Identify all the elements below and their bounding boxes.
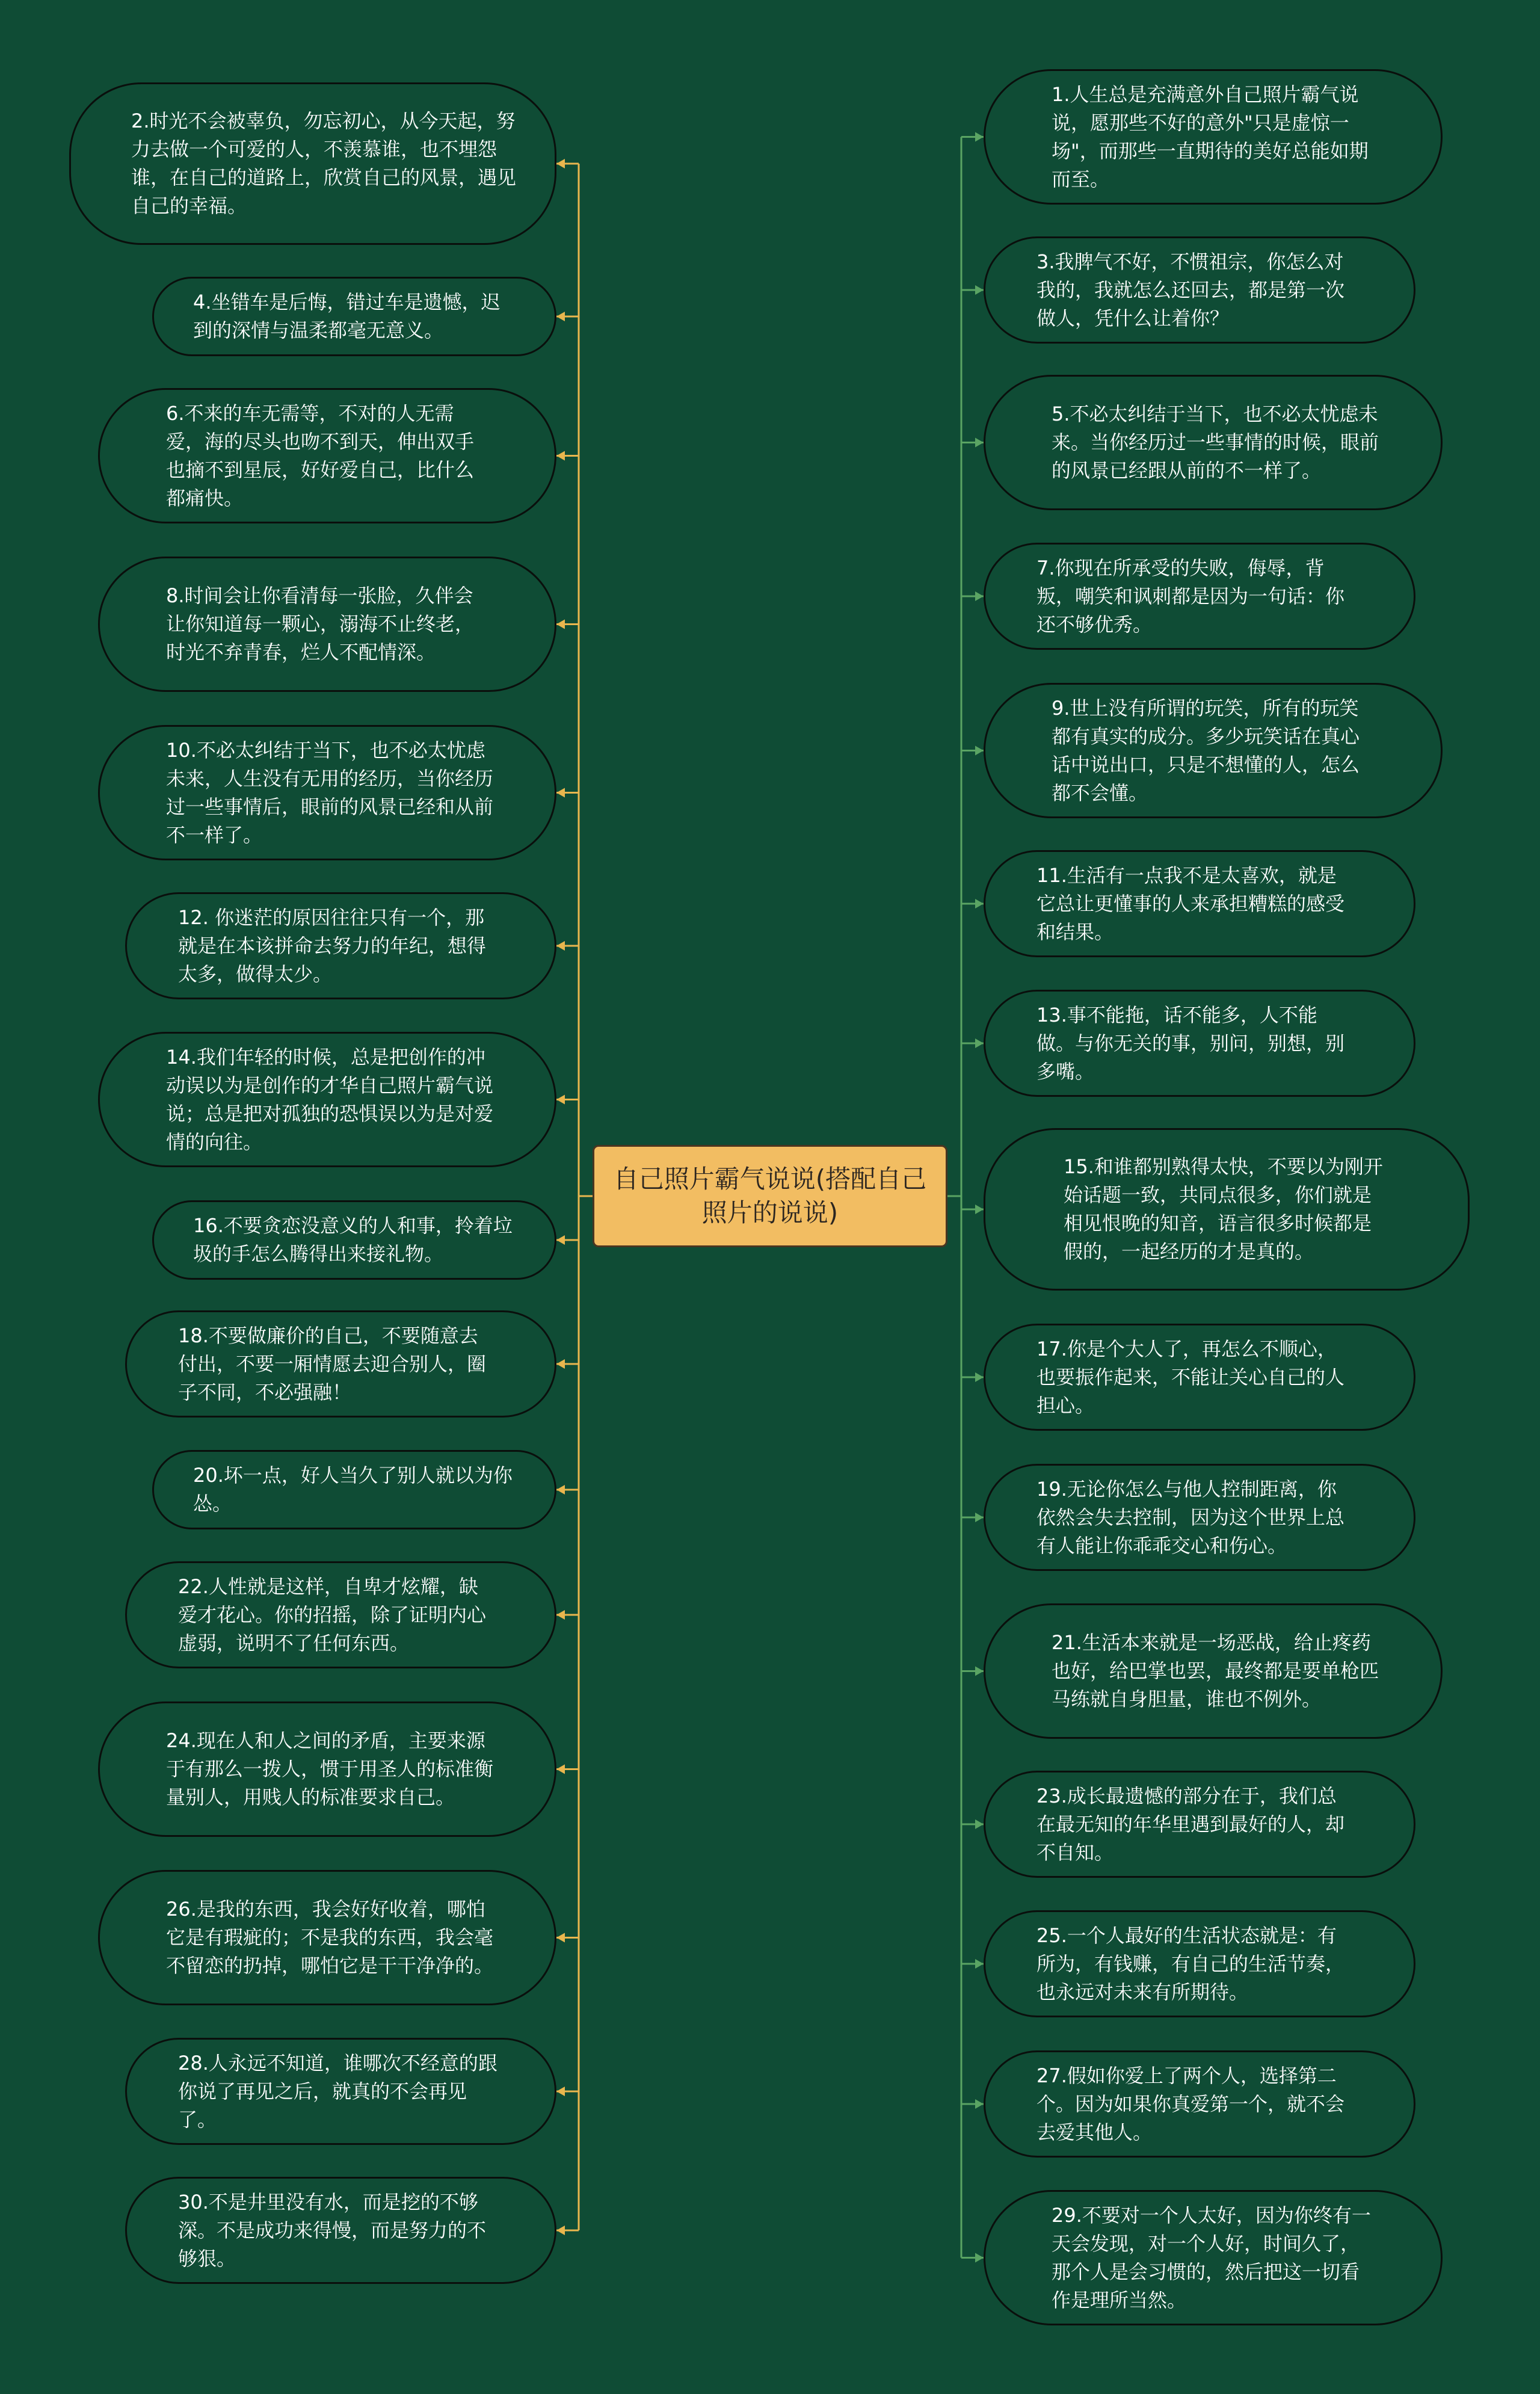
- left-connector-arrow: [556, 312, 565, 321]
- left-node-16[interactable]: 16.不要贪恋没意义的人和事，拎着垃圾的手怎么腾得出来接礼物。: [152, 1200, 556, 1280]
- right-connector-arrow: [975, 2253, 984, 2263]
- left-connector-arrow: [556, 2226, 565, 2235]
- left-node-28[interactable]: 28.人永远不知道，谁哪次不经意的跟你说了再见之后，就真的不会再见了。: [125, 2038, 556, 2145]
- right-node-13[interactable]: 13.事不能拖，话不能多，人不能做。与你无关的事，别问，别想，别多嘴。: [984, 990, 1415, 1097]
- left-connector-arrow: [556, 1765, 565, 1774]
- right-connector-arrow: [975, 746, 984, 756]
- left-connector-arrow: [556, 1610, 565, 1620]
- left-connector-arrow: [556, 2087, 565, 2096]
- left-node-6[interactable]: 6.不来的车无需等，不对的人无需爱，海的尽头也吻不到天，伸出双手也摘不到星辰，好好爱自己，比什么都痛快。: [98, 388, 556, 523]
- right-connector-arrow: [975, 132, 984, 142]
- right-connector-arrow: [975, 1205, 984, 1214]
- left-connector-arrow: [556, 1933, 565, 1943]
- right-connector-arrow: [975, 1819, 984, 1829]
- right-connector-arrow: [975, 438, 984, 448]
- right-node-29[interactable]: 29.不要对一个人太好，因为你终有一天会发现，对一个人好，时间久了，那个人是会习惯的，然后把这一切看作是理所当然。: [984, 2190, 1443, 2325]
- right-node-1[interactable]: 1.人生总是充满意外自己照片霸气说说，愿那些不好的意外"只是虚惊一场"，而那些一直期待的美好总能如期而至。: [984, 69, 1443, 205]
- left-node-18[interactable]: 18.不要做廉价的自己，不要随意去付出，不要一厢情愿去迎合别人，圈子不同，不必强融！: [125, 1310, 556, 1418]
- left-connector-arrow: [556, 1235, 565, 1245]
- left-connector-arrow: [556, 620, 565, 629]
- right-node-7[interactable]: 7.你现在所承受的失败，侮辱，背叛，嘲笑和讽刺都是因为一句话：你还不够优秀。: [984, 543, 1415, 650]
- right-node-27[interactable]: 27.假如你爱上了两个人，选择第二个。因为如果你真爱第一个，就不会去爱其他人。: [984, 2050, 1415, 2158]
- left-node-4[interactable]: 4.坐错车是后悔，错过车是遗憾，迟到的深情与温柔都毫无意义。: [152, 277, 556, 356]
- left-connector-arrow: [556, 1095, 565, 1105]
- right-connector-arrow: [975, 1959, 984, 1969]
- left-connector-arrow: [556, 1359, 565, 1369]
- right-node-11[interactable]: 11.生活有一点我不是太喜欢，就是它总让更懂事的人来承担糟糕的感受和结果。: [984, 850, 1415, 957]
- left-node-22[interactable]: 22.人性就是这样，自卑才炫耀，缺爱才花心。你的招摇，除了证明内心虚弱，说明不了任何东西。: [125, 1561, 556, 1668]
- right-connector-arrow: [975, 1038, 984, 1048]
- left-node-26[interactable]: 26.是我的东西，我会好好收着，哪怕它是有瑕疵的；不是我的东西，我会毫不留恋的扔掉，哪怕它是干干净净的。: [98, 1870, 556, 2005]
- right-connector-arrow: [975, 1372, 984, 1382]
- right-node-9[interactable]: 9.世上没有所谓的玩笑，所有的玩笑都有真实的成分。多少玩笑话在真心话中说出口，只是不想懂的人，怎么都不会懂。: [984, 683, 1443, 818]
- right-node-5[interactable]: 5.不必太纠结于当下，也不必太忧虑未来。当你经历过一些事情的时候，眼前的风景已经跟从前的不一样了。: [984, 375, 1443, 510]
- right-node-25[interactable]: 25.一个人最好的生活状态就是：有所为，有钱赚，有自己的生活节奏，也永远对未来有所期待。: [984, 1910, 1415, 2017]
- left-connector-arrow: [556, 1485, 565, 1495]
- right-node-15[interactable]: 15.和谁都别熟得太快，不要以为刚开始话题一致，共同点很多，你们就是相见恨晚的知音，语言很多时候都是假的，一起经历的才是真的。: [984, 1128, 1470, 1291]
- right-connector-arrow: [975, 591, 984, 601]
- right-connector-arrow: [975, 1667, 984, 1676]
- right-node-3[interactable]: 3.我脾气不好，不惯祖宗，你怎么对我的，我就怎么还回去，都是第一次做人，凭什么让着你？: [984, 236, 1415, 344]
- left-node-12[interactable]: 12. 你迷茫的原因往往只有一个，那就是在本该拼命去努力的年纪，想得太多，做得太少。: [125, 892, 556, 999]
- left-node-8[interactable]: 8.时间会让你看清每一张脸，久伴会让你知道每一颗心，溺海不止终老，时光不弃青春，烂人不配情深。: [98, 557, 556, 692]
- right-node-21[interactable]: 21.生活本来就是一场恶战，给止疼药也好，给巴掌也罢，最终都是要单枪匹马练就自身胆量，谁也不例外。: [984, 1603, 1443, 1739]
- left-node-24[interactable]: 24.现在人和人之间的矛盾，主要来源于有那么一拨人，惯于用圣人的标准衡量别人，用贱人的标准要求自己。: [98, 1701, 556, 1837]
- left-node-20[interactable]: 20.坏一点，好人当久了别人就以为你怂。: [152, 1450, 556, 1529]
- right-node-19[interactable]: 19.无论你怎么与他人控制距离，你依然会失去控制，因为这个世界上总有人能让你乖乖交心和伤心。: [984, 1464, 1415, 1571]
- left-node-14[interactable]: 14.我们年轻的时候，总是把创作的冲动误以为是创作的才华自己照片霸气说说；总是把对孤独的恐惧误以为是对爱情的向往。: [98, 1032, 556, 1167]
- right-node-23[interactable]: 23.成长最遗憾的部分在于，我们总在最无知的年华里遇到最好的人，却不自知。: [984, 1771, 1415, 1878]
- right-connector-arrow: [975, 899, 984, 909]
- right-connector-arrow: [975, 1513, 984, 1522]
- left-connector-arrow: [556, 941, 565, 951]
- left-connector-arrow: [556, 788, 565, 798]
- right-node-17[interactable]: 17.你是个大人了，再怎么不顺心，也要振作起来，不能让关心自己的人担心。: [984, 1324, 1415, 1431]
- right-connector-arrow: [975, 285, 984, 295]
- left-node-2[interactable]: 2.时光不会被辜负，勿忘初心，从今天起，努力去做一个可爱的人，不羡慕谁，也不埋怨谁，在自己的道路上，欣赏自己的风景，遇见自己的幸福。: [69, 82, 556, 245]
- left-connector-arrow: [556, 451, 565, 461]
- center-topic[interactable]: 自己照片霸气说说(搭配自己照片的说说): [593, 1145, 947, 1247]
- left-connector-arrow: [556, 159, 565, 168]
- right-connector-arrow: [975, 2099, 984, 2109]
- left-node-30[interactable]: 30.不是井里没有水，而是挖的不够深。不是成功来得慢，而是努力的不够狠。: [125, 2177, 556, 2284]
- left-node-10[interactable]: 10.不必太纠结于当下，也不必太忧虑未来，人生没有无用的经历，当你经历过一些事情后，眼前的风景已经和从前不一样了。: [98, 725, 556, 860]
